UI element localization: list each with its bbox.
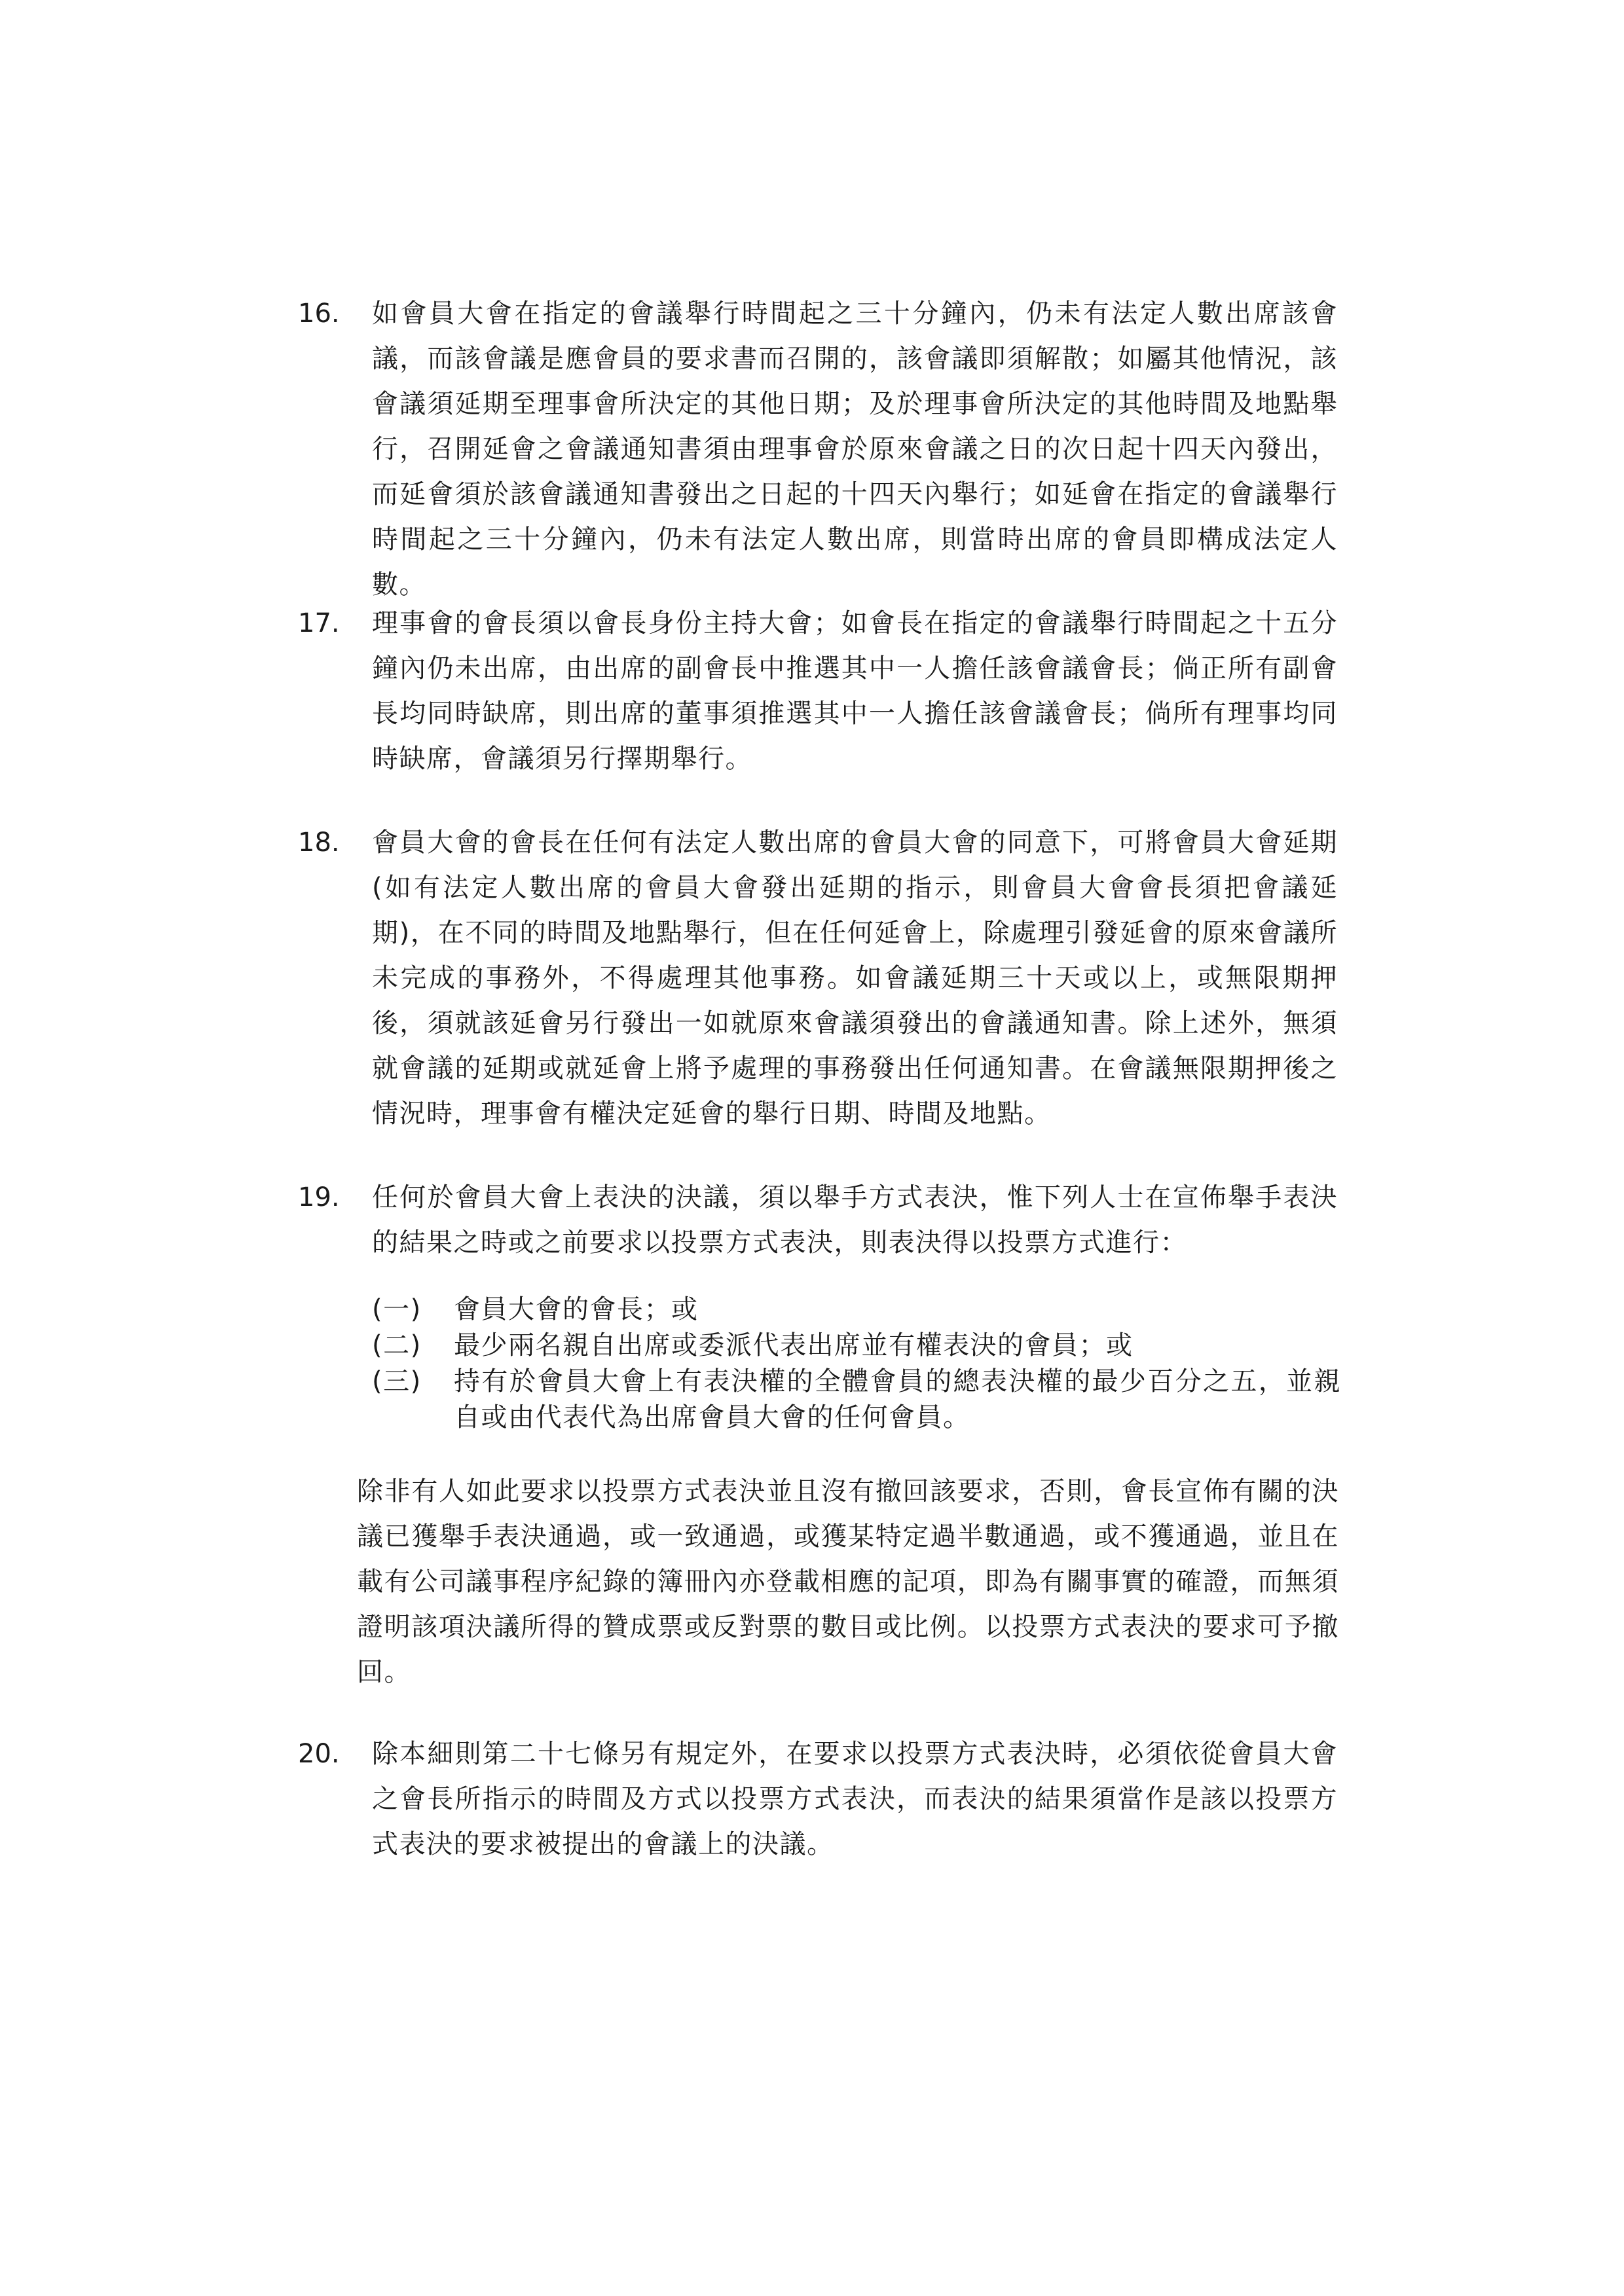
sub-item-text: 持有於會員大會上有表決權的全體會員的總表決權的最少百分之五，並親自或由代表代為出席會員大會的任何會員。: [454, 1366, 1341, 1432]
clause-number: 18.: [298, 828, 340, 858]
clause-text: 任何於會員大會上表決的決議，須以舉手方式表決，惟下列人士在宣佈舉手表決的結果之時或之前要求以投票方式表決，則表決得以投票方式進行：: [372, 1182, 1338, 1258]
sub-item-marker: (一): [372, 1294, 422, 1324]
sub-item-text: 會員大會的會長；或: [454, 1294, 699, 1324]
clause-number: 16.: [298, 299, 340, 329]
clause-number: 17.: [298, 608, 340, 638]
clause-text: 如會員大會在指定的會議舉行時間起之三十分鐘內，仍未有法定人數出席該會議，而該會議是應會員的要求書而召開的，該會議即須解散；如屬其他情況，該會議須延期至理事會所決定的其他日期；及於理事會所決定的其他時間及地點舉行，召開延會之會議通知書須由理事會於原來會議之日的次日起十四天內發出，而延會須於該會議通知書發出之日起的十四天內舉行；如延會在指定的會議舉行時間起之三十分鐘內，仍未有法定人數出席，則當時出席的會員即構成法定人數。: [372, 299, 1338, 600]
clause-text: 除本細則第二十七條另有規定外，在要求以投票方式表決時，必須依從會員大會之會長所指示的時間及方式以投票方式表決，而表決的結果須當作是該以投票方式表決的要求被提出的會議上的決議。: [372, 1739, 1338, 1859]
sub-item-list: [372, 1292, 1341, 1436]
clause-19-follow-paragraph: 除非有人如此要求以投票方式表決並且沒有撤回該要求，否則，會長宣佈有關的決議已獲舉手表決通過，或一致通過，或獲某特定過半數通過，或不獲通過，並且在載有公司議事程序紀錄的簿冊內亦登載相應的記項，即為有關事實的確證，而無須證明該項決議所得的贊成票或反對票的數目或比例。以投票方式表決的要求可予撤回。: [357, 1476, 1339, 1687]
clause-number: 20.: [298, 1739, 340, 1769]
sub-item-1: [372, 1292, 1341, 1328]
sub-item-3: [372, 1364, 1341, 1436]
clause-number: 19.: [298, 1182, 340, 1212]
sub-item-marker: (三): [372, 1366, 422, 1396]
clause-text: 理事會的會長須以會長身份主持大會；如會長在指定的會議舉行時間起之十五分鐘內仍未出席，由出席的副會長中推選其中一人擔任該會議會長；倘正所有副會長均同時缺席，則出席的董事須推選其中一人擔任該會議會長；倘所有理事均同時缺席，會議須另行擇期舉行。: [372, 608, 1338, 774]
sub-item-marker: (二): [372, 1330, 422, 1360]
sub-item-2: [372, 1328, 1341, 1364]
clause-text: 會員大會的會長在任何有法定人數出席的會員大會的同意下，可將會員大會延期(如有法定人數出席的會員大會發出延期的指示，則會員大會會長須把會議延期)，在不同的時間及地點舉行，但在任何延會上，除處理引發延會的原來會議所未完成的事務外，不得處理其他事務。如會議延期三十天或以上，或無限期押後，須就該延會另行發出一如就原來會議須發出的會議通知書。除上述外，無須就會議的延期或就延會上將予處理的事務發出任何通知書。在會議無限期押後之情況時，理事會有權決定延會的舉行日期、時間及地點。: [372, 828, 1338, 1129]
sub-item-text: 最少兩名親自出席或委派代表出席並有權表決的會員；或: [454, 1330, 1134, 1360]
